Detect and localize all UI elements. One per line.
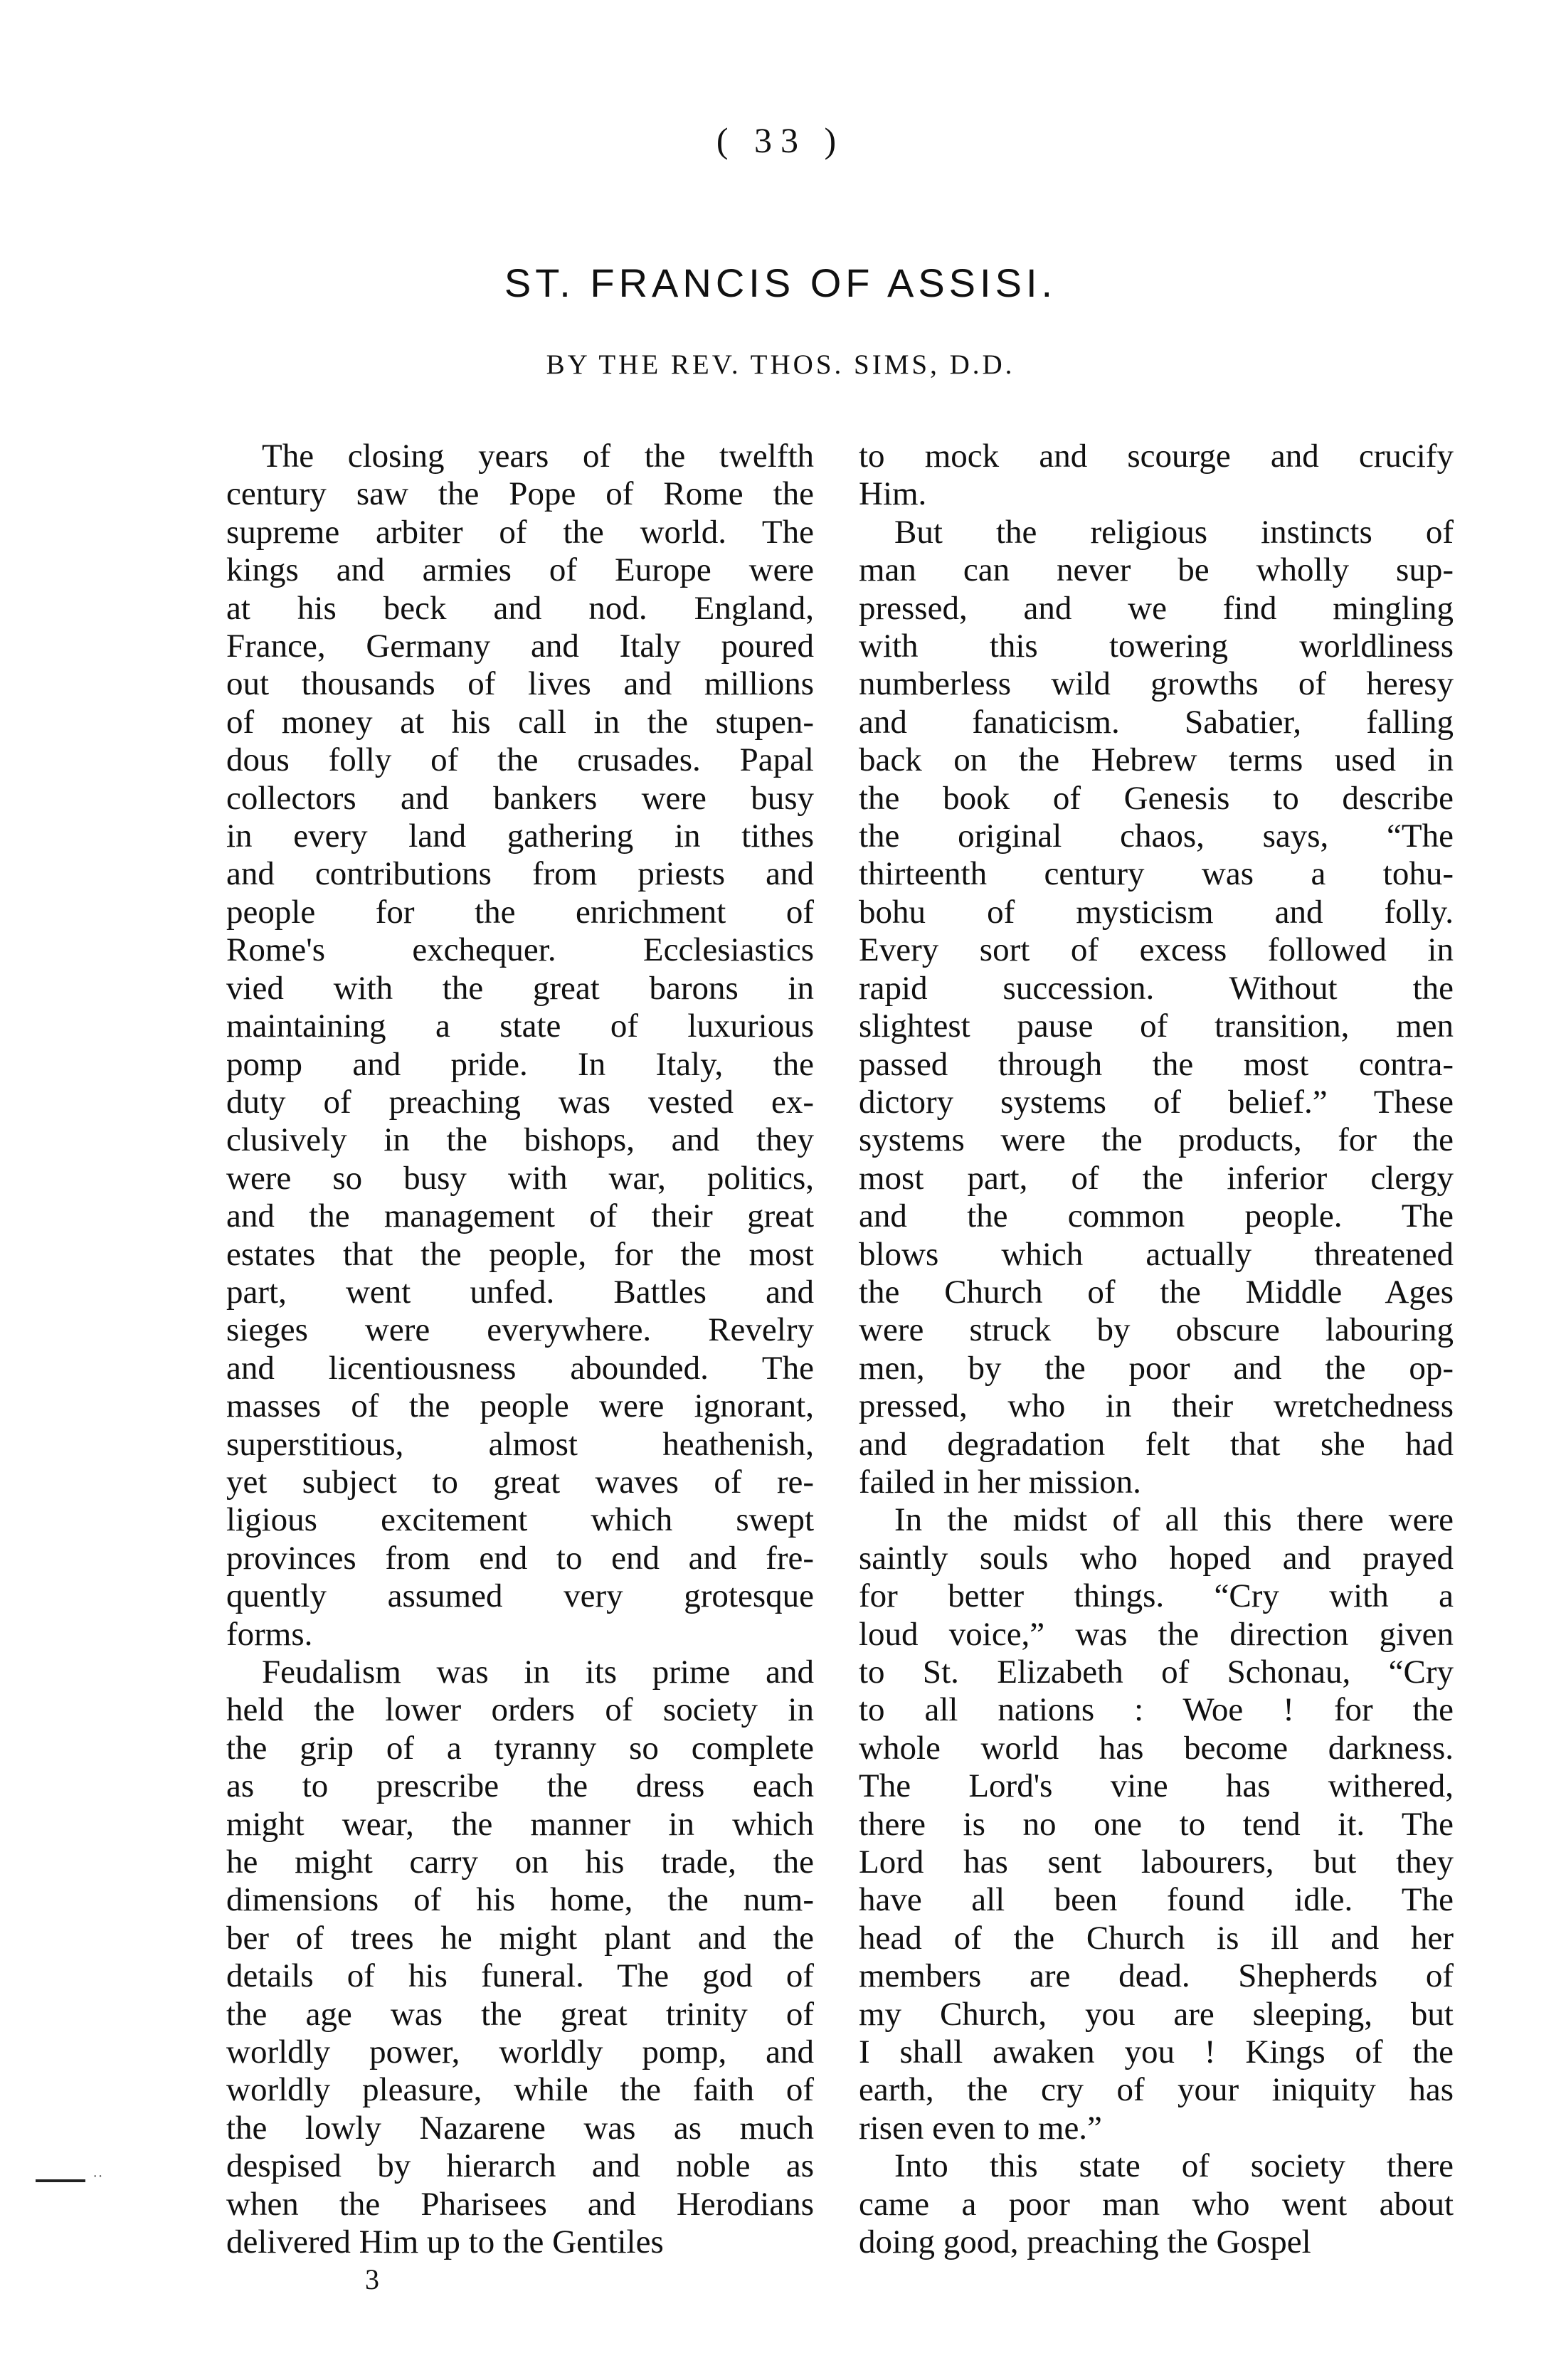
text-line: the book of Genesis to describe: [859, 779, 1454, 817]
text-line: and licentiousness abounded. The: [226, 1349, 814, 1387]
text-line: the Church of the Middle Ages: [859, 1273, 1454, 1311]
text-line: Feudalism was in its prime and: [262, 1654, 814, 1691]
text-line: failed in her mission.: [859, 1463, 1141, 1501]
signature-mark: 3: [365, 2263, 379, 2295]
margin-mark: [36, 2179, 85, 2182]
text-line: Every sort of excess followed in: [859, 931, 1454, 969]
text-line: duty of preaching was vested ex-: [226, 1083, 814, 1121]
text-line: Into this state of society there: [894, 2147, 1454, 2185]
left-column: [226, 438, 814, 2262]
text-line: with this towering worldliness: [859, 628, 1454, 665]
text-line: people for the enrichment of: [226, 893, 814, 931]
text-line: worldly power, worldly pomp, and: [226, 2033, 814, 2071]
text-line: blows which actually threatened: [859, 1235, 1454, 1273]
text-line: for better things. “Cry with a: [859, 1577, 1454, 1615]
text-line: numberless wild growths of heresy: [859, 665, 1454, 703]
text-line: came a poor man who went about: [859, 2185, 1454, 2223]
text-line: supreme arbiter of the world. The: [226, 513, 814, 551]
text-line: and contributions from priests and: [226, 855, 814, 893]
text-line: I shall awaken you ! Kings of the: [859, 2033, 1454, 2071]
text-line: the original chaos, says, “The: [859, 818, 1454, 855]
text-line: thirteenth century was a tohu-: [859, 855, 1454, 893]
text-line: dimensions of his home, the num-: [226, 1881, 814, 1919]
text-line: pressed, and we find mingling: [859, 589, 1454, 627]
text-line: slightest pause of transition, men: [859, 1007, 1454, 1045]
text-line: systems were the products, for the: [859, 1121, 1454, 1159]
text-line: saintly souls who hoped and prayed: [859, 1539, 1454, 1577]
text-line: whole world has become darkness.: [859, 1729, 1454, 1767]
text-line: clusively in the bishops, and they: [226, 1121, 814, 1159]
text-line: forms.: [226, 1615, 313, 1653]
text-line: rapid succession. Without the: [859, 969, 1454, 1007]
text-line: Lord has sent labourers, but they: [859, 1844, 1454, 1881]
text-line: members are dead. Shepherds of: [859, 1957, 1454, 1995]
text-line: worldly pleasure, while the faith of: [226, 2071, 814, 2109]
text-line: and the management of their great: [226, 1197, 814, 1235]
text-line: century saw the Pope of Rome the: [226, 475, 814, 513]
text-line: passed through the most contra-: [859, 1045, 1454, 1083]
text-line: quently assumed very grotesque: [226, 1577, 814, 1615]
text-line: bohu of mysticism and folly.: [859, 893, 1454, 931]
text-line: loud voice,” was the direction given: [859, 1615, 1454, 1653]
text-line: earth, the cry of your iniquity has: [859, 2071, 1454, 2109]
text-line: held the lower orders of society in: [226, 1691, 814, 1729]
text-line: there is no one to tend it. The: [859, 1805, 1454, 1843]
margin-speck: ˙˙: [92, 2172, 103, 2189]
text-line: men, by the poor and the op-: [859, 1349, 1454, 1387]
text-line: have all been found idle. The: [859, 1881, 1454, 1919]
article-title: ST. FRANCIS OF ASSISI.: [504, 260, 1057, 305]
text-line: were struck by obscure labouring: [859, 1311, 1454, 1349]
text-line: and degradation felt that she had: [859, 1425, 1454, 1463]
text-line: In the midst of all this there were: [894, 1501, 1454, 1539]
article-byline: BY THE REV. THOS. SIMS, D.D.: [546, 349, 1015, 380]
text-line: provinces from end to end and fre-: [226, 1539, 814, 1577]
text-line: dictory systems of belief.” These: [859, 1083, 1454, 1121]
text-line: superstitious, almost heathenish,: [226, 1425, 814, 1463]
text-line: Him.: [859, 475, 927, 513]
text-line: risen even to me.”: [859, 2109, 1102, 2147]
text-line: were so busy with war, politics,: [226, 1159, 814, 1197]
text-line: out thousands of lives and millions: [226, 665, 814, 703]
text-line: kings and armies of Europe were: [226, 551, 814, 589]
text-line: head of the Church is ill and her: [859, 1919, 1454, 1957]
text-line: The closing years of the twelfth: [262, 438, 814, 475]
text-line: collectors and bankers were busy: [226, 779, 814, 817]
text-line: might wear, the manner in which: [226, 1805, 814, 1843]
text-line: The Lord's vine has withered,: [859, 1767, 1454, 1805]
text-line: most part, of the inferior clergy: [859, 1159, 1454, 1197]
text-line: he might carry on his trade, the: [226, 1844, 814, 1881]
text-line: dous folly of the crusades. Papal: [226, 741, 814, 779]
text-line: sieges were everywhere. Revelry: [226, 1311, 814, 1349]
text-line: back on the Hebrew terms used in: [859, 741, 1454, 779]
text-line: yet subject to great waves of re-: [226, 1463, 814, 1501]
text-line: pressed, who in their wretchedness: [859, 1387, 1454, 1425]
text-line: Rome's exchequer. Ecclesiastics: [226, 931, 814, 969]
text-line: doing good, preaching the Gospel: [859, 2223, 1311, 2261]
text-line: ber of trees he might plant and the: [226, 1919, 814, 1957]
text-line: the lowly Nazarene was as much: [226, 2109, 814, 2147]
text-line: and fanaticism. Sabatier, falling: [859, 703, 1454, 741]
text-line: of money at his call in the stupen-: [226, 703, 814, 741]
text-line: and the common people. The: [859, 1197, 1454, 1235]
text-line: to all nations : Woe ! for the: [859, 1691, 1454, 1729]
text-line: details of his funeral. The god of: [226, 1957, 814, 1995]
text-line: maintaining a state of luxurious: [226, 1007, 814, 1045]
text-line: to St. Elizabeth of Schonau, “Cry: [859, 1654, 1454, 1691]
text-line: France, Germany and Italy poured: [226, 628, 814, 665]
text-line: the grip of a tyranny so complete: [226, 1729, 814, 1767]
text-line: to mock and scourge and crucify: [859, 438, 1454, 475]
text-line: as to prescribe the dress each: [226, 1767, 814, 1805]
text-line: vied with the great barons in: [226, 969, 814, 1007]
page-number: ( 33 ): [716, 120, 845, 160]
text-line: when the Pharisees and Herodians: [226, 2185, 814, 2223]
text-line: at his beck and nod. England,: [226, 589, 814, 627]
text-line: pomp and pride. In Italy, the: [226, 1045, 814, 1083]
text-line: But the religious instincts of: [894, 513, 1454, 551]
text-line: man can never be wholly sup-: [859, 551, 1454, 589]
text-line: part, went unfed. Battles and: [226, 1273, 814, 1311]
text-line: masses of the people were ignorant,: [226, 1387, 814, 1425]
text-line: ligious excitement which swept: [226, 1501, 814, 1539]
text-line: in every land gathering in tithes: [226, 818, 814, 855]
text-line: despised by hierarch and noble as: [226, 2147, 814, 2185]
text-line: the age was the great trinity of: [226, 1995, 814, 2033]
right-column: [859, 438, 1454, 2262]
text-line: delivered Him up to the Gentiles: [226, 2223, 664, 2261]
text-line: my Church, you are sleeping, but: [859, 1995, 1454, 2033]
text-line: estates that the people, for the most: [226, 1235, 814, 1273]
